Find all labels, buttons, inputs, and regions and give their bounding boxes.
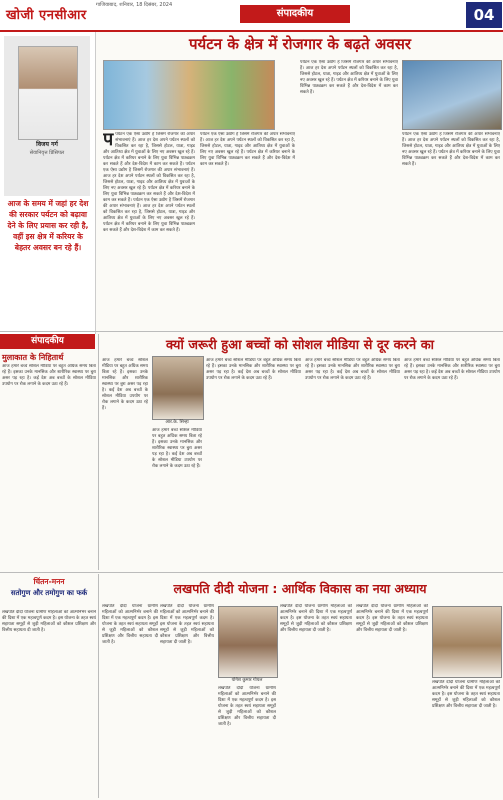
- section-title: संपादकीय: [240, 5, 350, 23]
- columnist-caption: आर.के. सिन्हा: [165, 420, 189, 425]
- author-photo: [18, 46, 78, 140]
- top-story-headline: पर्यटन के क्षेत्र में रोजगार के बढ़ते अवसर: [189, 35, 411, 53]
- top-story-col-2: पर्यटन एक ऐसा उद्योग है जिसमें रोजगार की अपार संभावनाएं हैं। आज हर देश अपने पर्यटन स्थलों को विकसित कर रहा है, जिससे होटल, यात्रा, गाइड और आतिथ्य क्षेत्र में युवाओं के लिए नए अवसर खुल रहे हैं। पर्यटन क्षेत्र में करियर बनाने के लिए युवा विभिन्न पाठ्यक्रम कर सकते हैं और देश-विदेश में काम कर सकते हैं।: [200, 132, 295, 167]
- author-caption-2: योगेश कुमार गोयल: [231, 678, 263, 683]
- divider: [98, 574, 99, 798]
- author-name: विजय गर्ग: [36, 141, 58, 148]
- third-col-3: लखपति दीदी योजना ग्रामीण महिलाओं को आत्मनिर्भर बनाने की दिशा में एक महत्वपूर्ण कदम है। इस योजना के तहत स्वयं सहायता समूहों से जुड़ी महिलाओं को कौशल प्रशिक्षण और वित्तीय सहायता दी जाती है।: [218, 686, 276, 727]
- chintan-body: लखपति दीदी योजना ग्रामीण महिलाओं को आत्मनिर्भर बनाने की दिशा में एक महत्वपूर्ण कदम है। इस योजना के तहत स्वयं सहायता समूहों से जुड़ी महिलाओं को कौशल प्रशिक्षण और वित्तीय सहायता दी जाती है।: [2, 610, 96, 633]
- second-headline: क्यों जरूरी हुआ बच्चों को सोशल मीडिया से दूर करने का: [165, 338, 435, 353]
- third-col-1: लखपति दीदी योजना ग्रामीण महिलाओं को आत्मनिर्भर बनाने की दिशा में एक महत्वपूर्ण कदम है। इस योजना के तहत स्वयं सहायता समूहों से जुड़ी महिलाओं को कौशल प्रशिक्षण और वित्तीय सहायता दी जाती है।: [102, 604, 158, 645]
- chintan-subhead: सतोगुण और तमोगुण का फर्क: [10, 589, 88, 597]
- tourism-collage-image: [103, 60, 275, 130]
- author-role: सेवानिवृत्त प्रिंसिपल: [29, 150, 65, 156]
- editorial-subhead: मुलाकात के निहितार्थ: [2, 353, 64, 362]
- women-group-photo: [432, 606, 502, 678]
- third-col-4: लखपति दीदी योजना ग्रामीण महिलाओं को आत्मनिर्भर बनाने की दिशा में एक महत्वपूर्ण कदम है। इस योजना के तहत स्वयं सहायता समूहों से जुड़ी महिलाओं को कौशल प्रशिक्षण और वित्तीय सहायता दी जाती है।: [280, 604, 352, 633]
- second-col-1: आज हमारे बच्चे सोशल मीडिया पर बहुत अधिक समय बिता रहे हैं। इसका उनके मानसिक और शारीरिक स्वास्थ्य पर बुरा असर पड़ रहा है। कई देश अब बच्चों के सोशल मीडिया उपयोग पर रोक लगाने के कदम उठा रहे हैं।: [102, 358, 148, 411]
- newspaper-logo: खोजी एनसीआर: [6, 8, 87, 23]
- pull-quote: आज के समय में जहां हर देश की सरकार पर्यटन को बढ़ावा देने के लिए प्रयास कर रही है, वहीं इस क्षेत्र में करियर के बेहतर अवसर बन रहे हैं।: [7, 199, 89, 252]
- top-story-col-1: पपर्यटन एक ऐसा उद्योग है जिसमें रोजगार की अपार संभावनाएं हैं। आज हर देश अपने पर्यटन स्थलों को विकसित कर रहा है, जिससे होटल, यात्रा, गाइड और आतिथ्य क्षेत्र में युवाओं के लिए नए अवसर खुल रहे हैं। पर्यटन क्षेत्र में करियर बनाने के लिए युवा विभिन्न पाठ्यक्रम कर सकते हैं और देश-विदेश में काम कर सकते हैं। पर्यटन एक ऐसा उद्योग है जिसमें रोजगार की अपार संभावनाएं हैं। आज हर देश अपने पर्यटन स्थलों को विकसित कर रहा है, जिससे होटल, यात्रा, गाइड और आतिथ्य क्षेत्र में युवाओं के लिए नए अवसर खुल रहे हैं। पर्यटन क्षेत्र में करियर बनाने के लिए युवा विभिन्न पाठ्यक्रम कर सकते हैं और देश-विदेश में काम कर सकते हैं। पर्यटन एक ऐसा उद्योग है जिसमें रोजगार की अपार संभावनाएं हैं। आज हर देश अपने पर्यटन स्थलों को विकसित कर रहा है, जिससे होटल, यात्रा, गाइड और आतिथ्य क्षेत्र में युवाओं के लिए नए अवसर खुल रहे हैं। पर्यटन क्षेत्र में करियर बनाने के लिए युवा विभिन्न पाठ्यक्रम कर सकते हैं और देश-विदेश में काम कर सकते हैं।: [103, 132, 195, 233]
- third-col-2: लखपति दीदी योजना ग्रामीण महिलाओं को आत्मनिर्भर बनाने की दिशा में एक महत्वपूर्ण कदम है। इस योजना के तहत स्वयं सहायता समूहों से जुड़ी महिलाओं को कौशल प्रशिक्षण और वित्तीय सहायता दी जाती है।: [160, 604, 214, 645]
- columnist-photo: [152, 356, 204, 420]
- divider: [0, 572, 503, 573]
- third-headline: लखपति दीदी योजना : आर्थिक विकास का नया अध्याय: [173, 581, 427, 596]
- top-story-col-3: पर्यटन एक ऐसा उद्योग है जिसमें रोजगार की अपार संभावनाएं हैं। आज हर देश अपने पर्यटन स्थलों को विकसित कर रहा है, जिससे होटल, यात्रा, गाइड और आतिथ्य क्षेत्र में युवाओं के लिए नए अवसर खुल रहे हैं। पर्यटन क्षेत्र में करियर बनाने के लिए युवा विभिन्न पाठ्यक्रम कर सकते हैं और देश-विदेश में काम कर सकते हैं।: [300, 60, 398, 95]
- second-col-2: आज हमारे बच्चे सोशल मीडिया पर बहुत अधिक समय बिता रहे हैं। इसका उनके मानसिक और शारीरिक स्वास्थ्य पर बुरा असर पड़ रहा है। कई देश अब बच्चों के सोशल मीडिया उपयोग पर रोक लगाने के कदम उठा रहे हैं।: [152, 428, 202, 469]
- divider: [0, 331, 503, 332]
- tourism-photo: [402, 60, 502, 130]
- top-story-col-4: पर्यटन एक ऐसा उद्योग है जिसमें रोजगार की अपार संभावनाएं हैं। आज हर देश अपने पर्यटन स्थलों को विकसित कर रहा है, जिससे होटल, यात्रा, गाइड और आतिथ्य क्षेत्र में युवाओं के लिए नए अवसर खुल रहे हैं। पर्यटन क्षेत्र में करियर बनाने के लिए युवा विभिन्न पाठ्यक्रम कर सकते हैं और देश-विदेश में काम कर सकते हैं।: [402, 132, 500, 167]
- divider: [98, 334, 99, 570]
- chintan-tag: चिंतन-मनन: [33, 577, 65, 586]
- editorial-tag: संपादकीय: [0, 334, 95, 349]
- page-number: 04: [466, 2, 502, 28]
- dateline: गाजियाबाद, शनिवार, 18 दिसंबर, 2024: [96, 2, 173, 8]
- second-col-3: आज हमारे बच्चे सोशल मीडिया पर बहुत अधिक समय बिता रहे हैं। इसका उनके मानसिक और शारीरिक स्वास्थ्य पर बुरा असर पड़ रहा है। कई देश अब बच्चों के सोशल मीडिया उपयोग पर रोक लगाने के कदम उठा रहे हैं।: [206, 358, 301, 381]
- third-col-6: लखपति दीदी योजना ग्रामीण महिलाओं को आत्मनिर्भर बनाने की दिशा में एक महत्वपूर्ण कदम है। इस योजना के तहत स्वयं सहायता समूहों से जुड़ी महिलाओं को कौशल प्रशिक्षण और वित्तीय सहायता दी जाती है।: [432, 680, 500, 709]
- second-col-4: आज हमारे बच्चे सोशल मीडिया पर बहुत अधिक समय बिता रहे हैं। इसका उनके मानसिक और शारीरिक स्वास्थ्य पर बुरा असर पड़ रहा है। कई देश अब बच्चों के सोशल मीडिया उपयोग पर रोक लगाने के कदम उठा रहे हैं।: [305, 358, 400, 381]
- author-photo-2: [218, 606, 278, 678]
- second-col-5: आज हमारे बच्चे सोशल मीडिया पर बहुत अधिक समय बिता रहे हैं। इसका उनके मानसिक और शारीरिक स्वास्थ्य पर बुरा असर पड़ रहा है। कई देश अब बच्चों के सोशल मीडिया उपयोग पर रोक लगाने के कदम उठा रहे हैं।: [404, 358, 500, 381]
- editorial-body: आज हमारे बच्चे सोशल मीडिया पर बहुत अधिक समय बिता रहे हैं। इसका उनके मानसिक और शारीरिक स्वास्थ्य पर बुरा असर पड़ रहा है। कई देश अब बच्चों के सोशल मीडिया उपयोग पर रोक लगाने के कदम उठा रहे हैं।: [2, 364, 96, 387]
- third-col-5: लखपति दीदी योजना ग्रामीण महिलाओं को आत्मनिर्भर बनाने की दिशा में एक महत्वपूर्ण कदम है। इस योजना के तहत स्वयं सहायता समूहों से जुड़ी महिलाओं को कौशल प्रशिक्षण और वित्तीय सहायता दी जाती है।: [356, 604, 428, 633]
